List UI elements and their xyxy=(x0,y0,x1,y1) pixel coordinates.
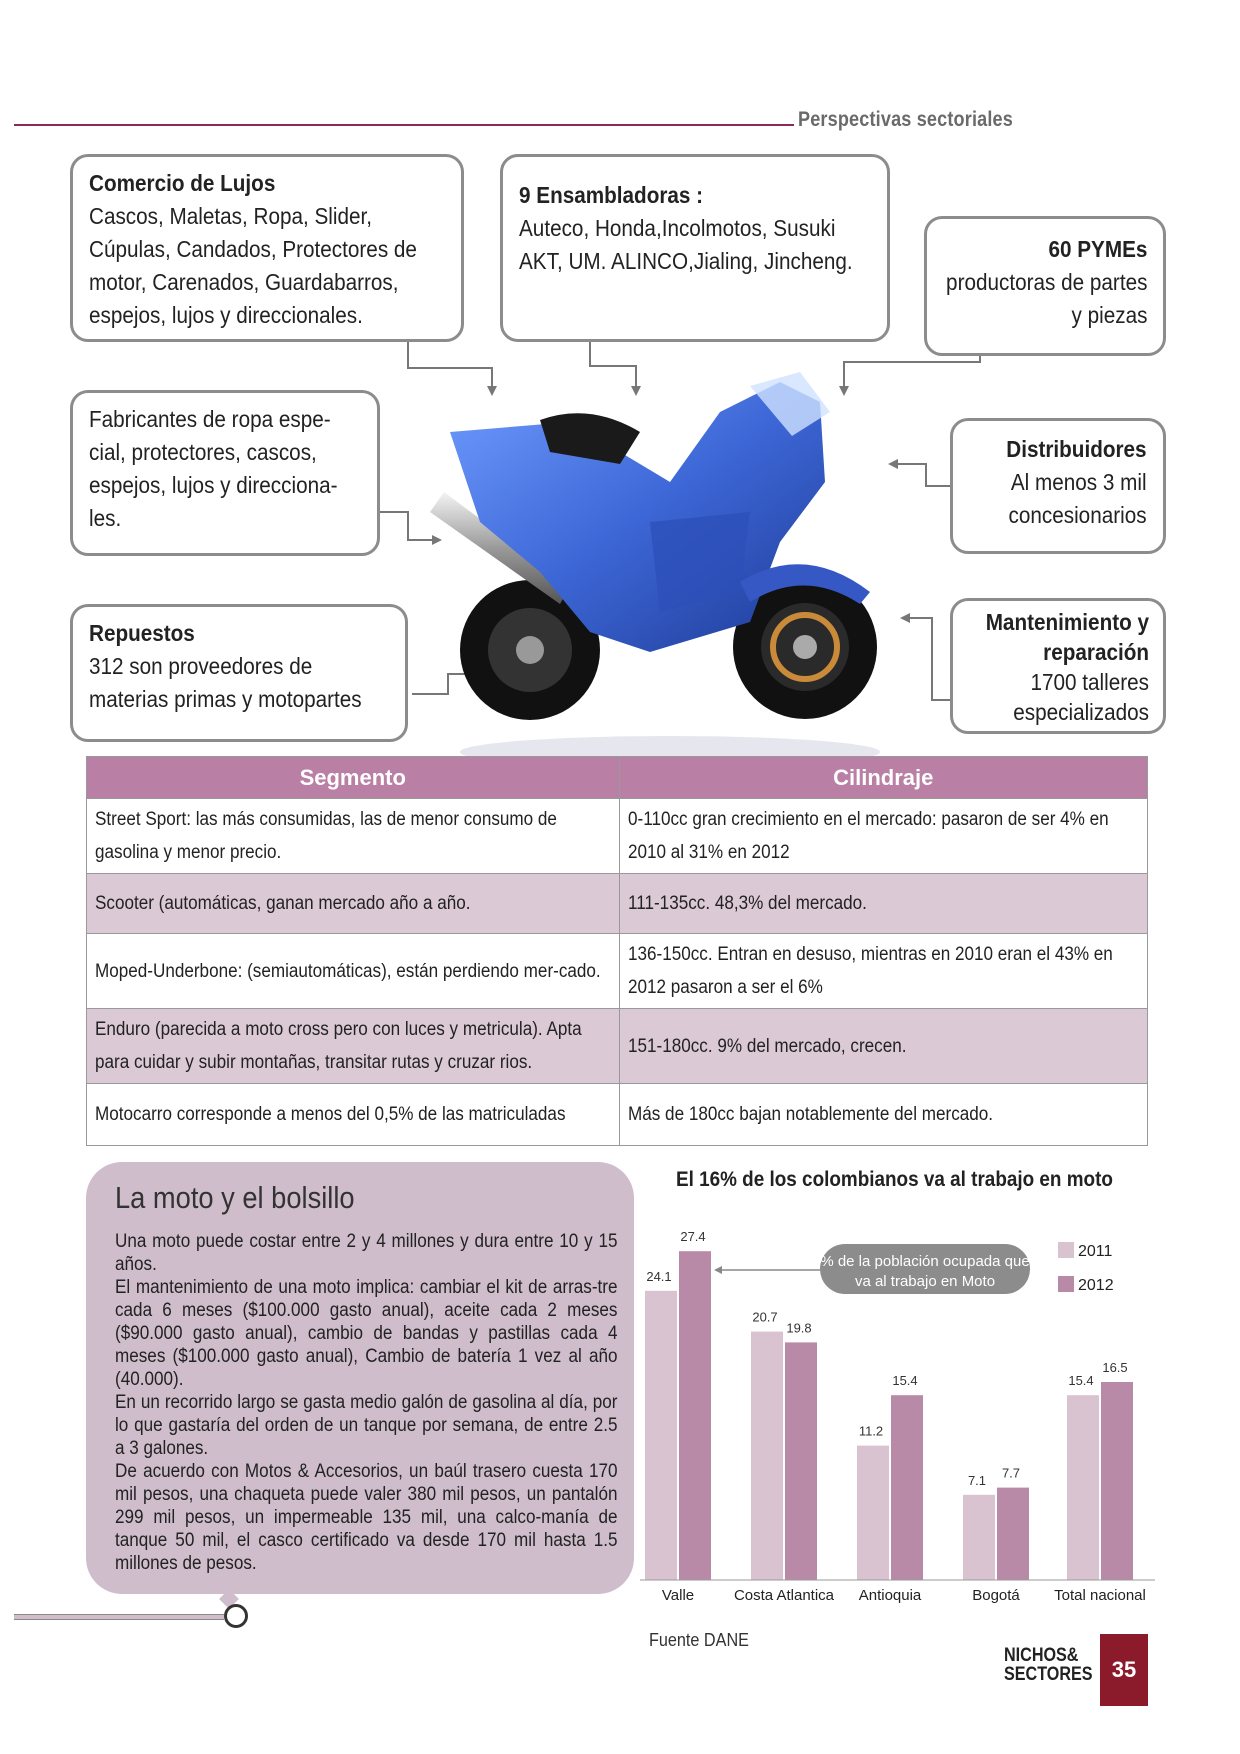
table-cell: 136-150cc. Entran en desuso, mientras en 2010 eran el 43% en 2012 pasaron a ser el 6% xyxy=(619,934,1147,1009)
box-distribuidores xyxy=(950,418,1166,554)
table-cell: Street Sport: las más consumidas, las de menor consumo de gasolina y menor precio. xyxy=(87,799,620,874)
pocket-paragraph: El mantenimiento de una moto implica: cambiar el kit de arras-tre cada 6 meses ($100.000 gasto anual), aceite cada 2 meses ($90.000 gasto anual), cambio de bandas y pastillas cada 4 meses ($100.000 gasto anual), Cambio de batería 1 vez al año (40.000). xyxy=(115,1277,618,1390)
box-body: Cascos, Maletas, Ropa, Slider, Cúpulas, Candados, Protectores de motor, Carenados, Guardabarros, espejos, lujos y direccionales. xyxy=(89,203,417,328)
table-row xyxy=(87,1084,1148,1146)
box-title: Mantenimiento y reparación xyxy=(985,609,1149,665)
annotation-text: va al trabajo en Moto xyxy=(854,1273,996,1290)
box-title: Comercio de Lujos xyxy=(89,170,276,196)
box-mantenimiento xyxy=(950,598,1166,734)
bar xyxy=(891,1395,923,1580)
box-comercio-lujos xyxy=(70,154,464,342)
bar-chart xyxy=(640,1210,1160,1610)
legend-label: 2012 xyxy=(1078,1277,1114,1294)
table-cell: 111-135cc. 48,3% del mercado. xyxy=(619,874,1147,934)
category-label: Valle xyxy=(661,1587,695,1604)
brand-line: SECTORES xyxy=(1004,1664,1093,1685)
data-label: 24.1 xyxy=(646,1268,672,1284)
segment-table xyxy=(86,756,1148,1146)
table-cell: Scooter (automáticas, ganan mercado año a año. xyxy=(87,874,620,934)
box-pymes xyxy=(924,216,1166,356)
data-label: 16.5 xyxy=(1102,1360,1128,1375)
table-cell: Más de 180cc bajan notablemente del mercado. xyxy=(619,1084,1147,1146)
data-label: 11.2 xyxy=(858,1423,884,1439)
bar xyxy=(645,1291,677,1580)
box-repuestos xyxy=(70,604,408,742)
bar xyxy=(1101,1382,1133,1580)
box-body: 1700 talleres especializados xyxy=(1013,669,1149,725)
bar xyxy=(679,1251,711,1580)
table-header-cilindraje: Cilindraje xyxy=(619,757,1147,799)
bar xyxy=(997,1488,1029,1580)
annotation-arrowhead xyxy=(714,1266,722,1274)
page-number: 35 xyxy=(1100,1634,1148,1706)
box-body: 312 son proveedores de materias primas y motopartes xyxy=(89,653,362,712)
box-body: Auteco, Honda,Incolmotos, Susuki AKT, UM. ALINCO,Jialing, Jincheng. xyxy=(519,215,853,274)
table-row xyxy=(87,874,1148,934)
legend-swatch xyxy=(1058,1242,1074,1258)
category-label: Costa Atlantica xyxy=(733,1587,835,1604)
box-title: 60 PYMEs xyxy=(1048,236,1147,262)
pocket-title: La moto y el bolsillo xyxy=(115,1180,355,1215)
circle-marker xyxy=(224,1604,248,1628)
box-title: Distribuidores xyxy=(1006,436,1147,462)
box-title: 9 Ensambladoras : xyxy=(519,182,704,208)
table-cell: Enduro (parecida a moto cross pero con luces y metricula). Apta para cuidar y subir montañas, transitar rutas y cruzar rios. xyxy=(87,1009,620,1084)
data-label: 20.7 xyxy=(752,1309,778,1325)
box-fabricantes xyxy=(70,390,380,556)
brand-logo xyxy=(1004,1646,1093,1684)
table-header-segmento: Segmento xyxy=(87,757,620,799)
bar xyxy=(963,1495,995,1580)
data-label: 15.4 xyxy=(892,1373,918,1389)
data-label: 15.4 xyxy=(1068,1373,1094,1389)
pocket-paragraph: Una moto puede costar entre 2 y 4 millones y dura entre 10 y 15 años. xyxy=(115,1231,618,1275)
legend-label: 2011 xyxy=(1078,1243,1113,1260)
box-body: productoras de partes y piezas xyxy=(945,269,1147,328)
box-ensambladoras xyxy=(500,154,890,342)
table-cell: Moped-Underbone: (semiautomáticas), están perdiendo mer-cado. xyxy=(87,934,620,1009)
table-row xyxy=(87,1009,1148,1084)
pocket-paragraph: De acuerdo con Motos & Accesorios, un baúl trasero cuesta 170 mil pesos, una chaqueta puede valer 380 mil pesos, un pantalón 299 mil pesos, un impermeable 135 mil, una calco-manía de tanque 50 mil, el casco certificado va desde 170 mil hasta 1.5 millones de pesos. xyxy=(115,1461,618,1574)
motorcycle-illustration xyxy=(420,372,890,772)
table-row xyxy=(87,934,1148,1009)
category-label: Antioquia xyxy=(858,1587,922,1604)
data-label: 19.8 xyxy=(786,1320,812,1336)
box-title: Repuestos xyxy=(89,620,195,646)
footer-rule xyxy=(14,1614,224,1620)
legend-swatch xyxy=(1058,1276,1074,1292)
table-row xyxy=(87,799,1148,874)
chart-title: El 16% de los colombianos va al trabajo en moto xyxy=(676,1168,1113,1191)
table-cell: 0-110cc gran crecimiento en el mercado: pasaron de ser 4% en 2010 al 31% en 2012 xyxy=(619,799,1147,874)
section-title: Perspectivas sectoriales xyxy=(798,108,1013,131)
bar xyxy=(751,1332,783,1580)
data-label: 27.4 xyxy=(680,1229,706,1245)
table-cell: 151-180cc. 9% del mercado, crecen. xyxy=(619,1009,1147,1084)
data-label: 7.7 xyxy=(1001,1465,1021,1481)
box-body: Fabricantes de ropa espe-cial, protectores, cascos, espejos, lujos y direcciona-les. xyxy=(89,406,338,531)
category-label: Bogotá xyxy=(972,1587,1020,1604)
pocket-paragraph: En un recorrido largo se gasta medio galón de gasolina al día, por lo que gastaría del orden de un tanque por semana, de entre 2.5 a 3 galones. xyxy=(115,1392,618,1459)
bar xyxy=(785,1342,817,1580)
annotation-text: % de la población ocupada que xyxy=(820,1253,1030,1270)
pocket-box xyxy=(86,1162,634,1594)
chart-source: Fuente DANE xyxy=(649,1630,749,1650)
category-label: Total nacional xyxy=(1054,1587,1146,1604)
bar xyxy=(857,1446,889,1580)
data-label: 7.1 xyxy=(967,1472,987,1488)
brand-line: NICHOS& xyxy=(1004,1645,1079,1666)
table-cell: Motocarro corresponde a menos del 0,5% de las matriculadas xyxy=(87,1084,620,1146)
bar xyxy=(1067,1395,1099,1580)
box-body: Al menos 3 mil concesionarios xyxy=(1008,469,1147,528)
